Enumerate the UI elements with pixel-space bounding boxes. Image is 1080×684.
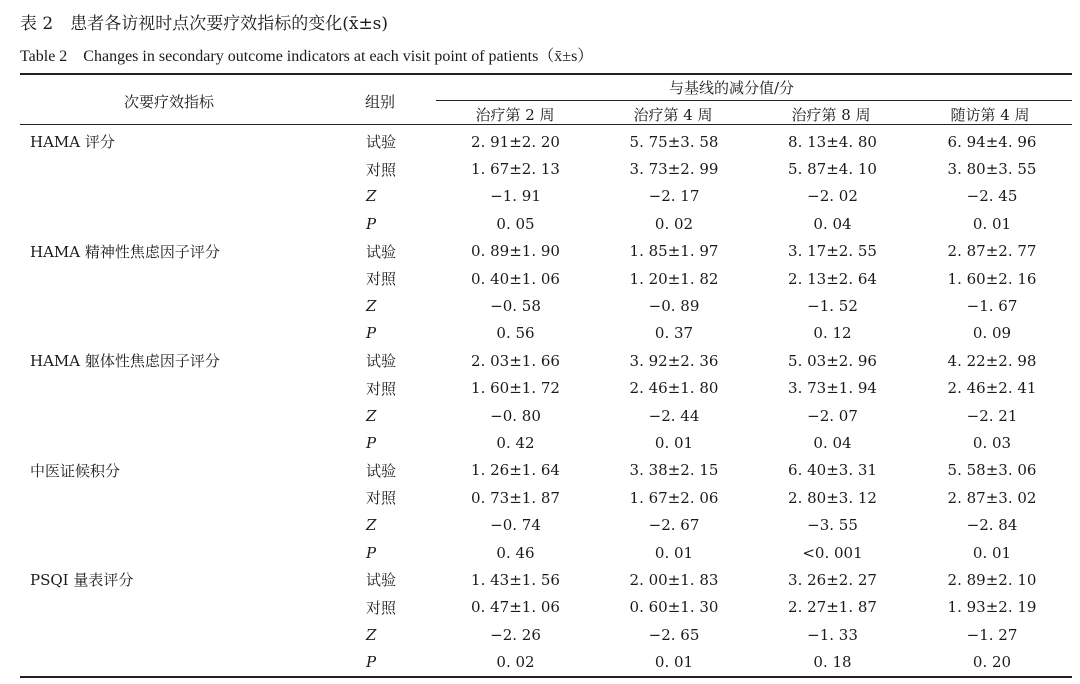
table-row: [20, 566, 1072, 593]
cell-value: 0. 05: [496, 214, 535, 233]
cell-group: P: [366, 433, 377, 452]
table-caption-en: Table 2 Changes in secondary outcome indicators at each visit point of patients（x̄±s）: [20, 48, 594, 65]
cell-value: 1. 60±2. 16: [947, 269, 1037, 288]
cell-indicator: [20, 594, 366, 621]
cell-indicator: HAMA 躯体性焦虑因子评分: [30, 352, 220, 371]
table-row: [20, 292, 1072, 319]
cell-value: 0. 12: [813, 324, 852, 343]
cell-value: 1. 67±2. 06: [629, 488, 719, 507]
header-timepoint-week8: 治疗第 8 周: [791, 106, 871, 124]
table-row: [20, 457, 1072, 484]
header-indicator: 次要疗效指标: [124, 93, 215, 111]
cell-value: −2. 45: [966, 187, 1018, 206]
cell-value: 0. 46: [496, 543, 535, 562]
cell-group: 试验: [366, 133, 397, 152]
top-rule: [20, 73, 1072, 75]
cell-indicator: [20, 183, 366, 210]
cell-value: 1. 85±1. 97: [629, 242, 719, 261]
cell-value: 2. 03±1. 66: [471, 351, 560, 370]
cell-indicator: [20, 402, 366, 429]
cell-value: 5. 87±4. 10: [788, 160, 877, 179]
table-row: [20, 183, 1072, 210]
cell-group: 对照: [366, 598, 397, 617]
cell-value: 1. 67±2. 13: [471, 160, 560, 179]
table-row: [20, 347, 1072, 374]
cell-value: −3. 55: [807, 516, 858, 535]
table-row: [20, 429, 1072, 456]
cell-group: 对照: [366, 270, 397, 289]
cell-value: −1. 67: [966, 297, 1018, 316]
table-row: [20, 375, 1072, 402]
header-group: 组别: [365, 93, 396, 111]
cell-group: Z: [366, 297, 377, 316]
header-timepoint-week4: 治疗第 4 周: [633, 106, 713, 124]
cell-value: −2. 02: [807, 187, 858, 206]
cell-indicator: [20, 511, 366, 538]
cell-value: 0. 47±1. 06: [471, 598, 560, 617]
header-timepoint-week2: 治疗第 2 周: [475, 106, 555, 124]
cell-value: 3. 73±1. 94: [788, 379, 877, 398]
cell-value: 0. 04: [813, 214, 852, 233]
cell-indicator: [20, 648, 366, 675]
cell-value: 5. 58±3. 06: [947, 461, 1037, 480]
cell-value: −2. 26: [490, 625, 541, 644]
table-row: [20, 511, 1072, 538]
cell-value: 8. 13±4. 80: [788, 132, 877, 151]
cell-value: 2. 89±2. 10: [947, 570, 1037, 589]
cell-value: 1. 60±1. 72: [471, 379, 560, 398]
cell-value: 0. 01: [654, 653, 694, 672]
header-timepoint-followup4: 随访第 4 周: [950, 106, 1030, 124]
cell-value: 0. 37: [654, 324, 694, 343]
cell-value: 6. 40±3. 31: [788, 461, 877, 480]
table-row: [20, 648, 1072, 675]
cell-value: 5. 75±3. 58: [629, 132, 719, 151]
cell-value: −1. 27: [966, 625, 1018, 644]
table-body: [20, 128, 1072, 676]
cell-value: 3. 26±2. 27: [788, 570, 877, 589]
cell-value: 0. 01: [654, 433, 694, 452]
cell-value: −2. 84: [966, 516, 1018, 535]
cell-value: 0. 73±1. 87: [471, 488, 560, 507]
cell-indicator: [20, 375, 366, 402]
cell-group: 试验: [366, 571, 397, 590]
cell-indicator: [20, 210, 366, 237]
cell-group: Z: [366, 406, 377, 425]
cell-indicator: HAMA 精神性焦虑因子评分: [30, 242, 220, 261]
cell-value: 0. 18: [813, 653, 852, 672]
cell-indicator: [20, 155, 366, 182]
cell-indicator: [20, 265, 366, 292]
cell-value: 2. 46±2. 41: [947, 379, 1037, 398]
cell-value: 3. 17±2. 55: [788, 242, 877, 261]
cell-value: 0. 01: [654, 543, 694, 562]
cell-indicator: [20, 320, 366, 347]
cell-value: −0. 89: [648, 297, 700, 316]
cell-value: 2. 91±2. 20: [471, 132, 560, 151]
table-row: [20, 484, 1072, 511]
cell-value: 6. 94±4. 96: [947, 132, 1037, 151]
cell-value: 0. 01: [972, 214, 1012, 233]
cell-value: 2. 27±1. 87: [788, 598, 877, 617]
cell-group: P: [366, 324, 377, 343]
cell-value: 2. 13±2. 64: [788, 269, 877, 288]
cell-group: 对照: [366, 160, 397, 179]
cell-value: 2. 87±3. 02: [947, 488, 1037, 507]
cell-value: −2. 44: [648, 406, 700, 425]
cell-value: −0. 74: [490, 516, 541, 535]
cell-group: 对照: [366, 489, 397, 508]
cell-group: Z: [366, 625, 377, 644]
cell-value: 0. 02: [496, 653, 535, 672]
cell-value: −2. 21: [966, 406, 1018, 425]
cell-value: 0. 02: [654, 214, 694, 233]
table-row: [20, 621, 1072, 648]
cell-group: P: [366, 653, 377, 672]
cell-indicator: PSQI 量表评分: [30, 571, 134, 590]
cell-indicator: 中医证候积分: [30, 461, 121, 480]
cell-value: −2. 65: [648, 625, 700, 644]
cell-value: 2. 87±2. 77: [947, 242, 1037, 261]
table-row: [20, 594, 1072, 621]
cell-group: P: [366, 543, 377, 562]
table-caption-zh: 表 2 患者各访视时点次要疗效指标的变化(x̄±s): [20, 14, 389, 34]
cell-value: −1. 33: [807, 625, 858, 644]
subheader-rule: [436, 100, 1072, 101]
cell-value: 1. 26±1. 64: [471, 461, 560, 480]
cell-value: 0. 01: [972, 543, 1012, 562]
cell-indicator: [20, 292, 366, 319]
cell-value: 0. 56: [496, 324, 535, 343]
cell-value: 3. 73±2. 99: [629, 160, 719, 179]
cell-value: −0. 80: [490, 406, 541, 425]
cell-group: P: [366, 214, 377, 233]
table-row: [20, 238, 1072, 265]
table-row: [20, 265, 1072, 292]
table-row: [20, 210, 1072, 237]
cell-value: 4. 22±2. 98: [947, 351, 1037, 370]
table-row: [20, 320, 1072, 347]
cell-value: 1. 43±1. 56: [471, 570, 560, 589]
table-row: [20, 539, 1072, 566]
cell-value: 3. 92±2. 36: [629, 351, 719, 370]
table-row: [20, 155, 1072, 182]
cell-value: 0. 04: [813, 433, 852, 452]
cell-group: 试验: [366, 352, 397, 371]
table-row: [20, 402, 1072, 429]
cell-indicator: [20, 621, 366, 648]
cell-value: 0. 20: [972, 653, 1012, 672]
cell-value: 0. 09: [972, 324, 1012, 343]
cell-value: −2. 67: [648, 516, 700, 535]
cell-value: 0. 89±1. 90: [471, 242, 560, 261]
cell-value: 3. 38±2. 15: [629, 461, 719, 480]
cell-value: 2. 46±1. 80: [629, 379, 719, 398]
cell-value: 0. 40±1. 06: [471, 269, 560, 288]
outcome-table: [20, 128, 1072, 676]
cell-group: 试验: [366, 242, 397, 261]
bottom-rule: [20, 676, 1072, 678]
cell-value: −1. 91: [490, 187, 541, 206]
cell-value: 0. 42: [496, 433, 535, 452]
cell-value: 2. 80±3. 12: [788, 488, 877, 507]
cell-group: 试验: [366, 461, 397, 480]
table-row: [20, 128, 1072, 155]
cell-value: 2. 00±1. 83: [629, 570, 719, 589]
cell-value: 0. 03: [972, 433, 1012, 452]
cell-indicator: [20, 429, 366, 456]
cell-group: Z: [366, 516, 377, 535]
cell-value: 0. 60±1. 30: [629, 598, 719, 617]
cell-value: <0. 001: [802, 543, 863, 562]
cell-group: Z: [366, 187, 377, 206]
cell-value: 3. 80±3. 55: [947, 160, 1037, 179]
cell-value: 1. 93±2. 19: [947, 598, 1037, 617]
cell-value: −0. 58: [490, 297, 541, 316]
cell-value: −2. 17: [648, 187, 700, 206]
cell-value: −2. 07: [807, 406, 858, 425]
cell-value: 1. 20±1. 82: [629, 269, 719, 288]
cell-indicator: [20, 484, 366, 511]
cell-indicator: [20, 539, 366, 566]
cell-value: −1. 52: [807, 297, 858, 316]
header-baseline-change: 与基线的减分值/分: [669, 79, 795, 97]
cell-value: 5. 03±2. 96: [788, 351, 877, 370]
cell-indicator: HAMA 评分: [30, 133, 115, 152]
cell-group: 对照: [366, 379, 397, 398]
